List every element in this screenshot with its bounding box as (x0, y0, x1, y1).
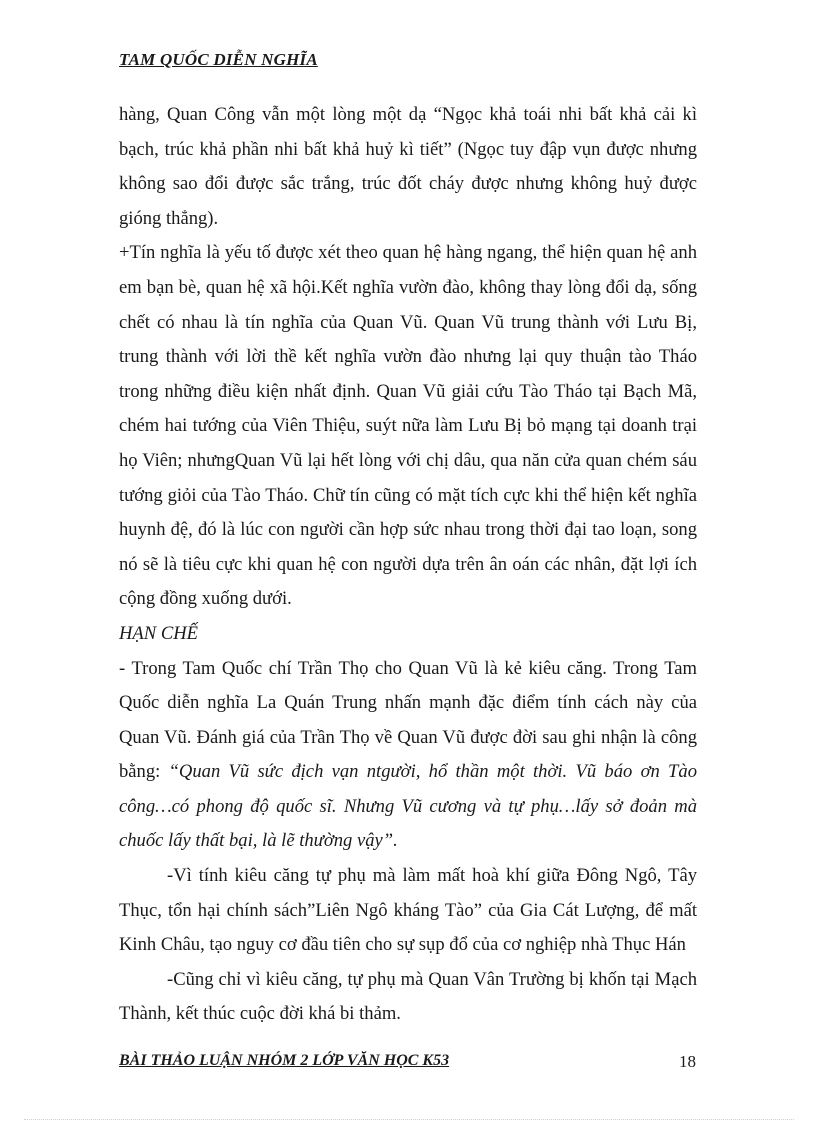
paragraph-kieu-cang-lead: - Trong Tam Quốc chí Trần Thọ cho Quan Vũ là kẻ kiêu căng. Trong Tam Quốc diễn nghĩa La Quán Trung nhấn mạnh đặc điểm tính cách này của Quan Vũ. Đánh giá của Trần Thọ về Quan Vũ được đời sau ghi nhận là công bằng: (119, 657, 697, 783)
page-bottom-divider (24, 1119, 794, 1120)
paragraph-consequence-2: -Cũng chỉ vì kiêu căng, tự phụ mà Quan Vân Trường bị khốn tại Mạch Thành, kết thúc cuộc đời khá bi thảm. (119, 968, 697, 1025)
quote-tran-tho: “Quan Vũ sức địch vạn ntgười, hổ thần một thời. Vũ báo ơn Tào công…có phong độ quốc sĩ. Nhưng Vũ cương và tự phụ…lấy sở đoản mà chuốc lấy thất bại, là lẽ thường vậy”. (119, 761, 697, 852)
running-header: TAM QUỐC DIỄN NGHĨA (119, 50, 318, 69)
section-heading-han-che: HẠN CHẾ (119, 622, 199, 644)
paragraph-kieu-cang (119, 652, 697, 860)
page-number: 18 (679, 1052, 696, 1071)
paragraph-tin-nghia: +Tín nghĩa là yếu tố được xét theo quan hệ hàng ngang, thể hiện quan hệ anh em bạn bè, quan hệ xã hội.Kết nghĩa vườn đào, không thay lòng đổi dạ, sống chết có nhau là tín nghĩa của Quan Vũ. Quan Vũ trung thành với Lưu Bị, trung thành với lời thề kết nghĩa vườn đào nhưng lại quy thuận tào Tháo trong những điều kiện nhất định. Quan Vũ giải cứu Tào Tháo tại Bạch Mã, chém hai tướng của Viên Thiệu, suýt nữa làm Lưu Bị bỏ mạng tại doanh trại họ Viên; nhưngQuan Vũ lại hết lòng với chị dâu, qua năn cửa quan chém sáu tướng giỏi của Tào Tháo. Chữ tín cũng có mặt tích cực khi thể hiện kết nghĩa huynh đệ, đó là lúc con người cần hợp sức nhau trong thời đại tao loạn, song nó sẽ là tiêu cực khi quan hệ con người dựa trên ân oán các nhân, đặt lợi ích cộng đồng xuống dưới. (119, 242, 697, 610)
paragraph-consequence-1: -Vì tính kiêu căng tự phụ mà làm mất hoà khí giữa Đông Ngô, Tây Thục, tổn hại chính sách”Liên Ngô kháng Tào” của Gia Cát Lượng, để mất Kinh Châu, tạo nguy cơ đầu tiên cho sự sụp đổ của cơ nghiệp nhà Thục Hán (119, 865, 697, 956)
paragraph-continuation: hàng, Quan Công vẫn một lòng một dạ “Ngọc khả toái nhi bất khả cải kì bạch, trúc khả phần nhi bất khả huỷ kì tiết” (Ngọc tuy đập vụn được nhưng không sao đổi được sắc trắng, trúc đốt cháy được nhưng không huỷ được gióng thẳng). (119, 104, 697, 229)
footer-label: BÀI THẢO LUẬN NHÓM 2 LỚP VĂN HỌC K53 (119, 1052, 450, 1069)
body-text (119, 98, 697, 1032)
